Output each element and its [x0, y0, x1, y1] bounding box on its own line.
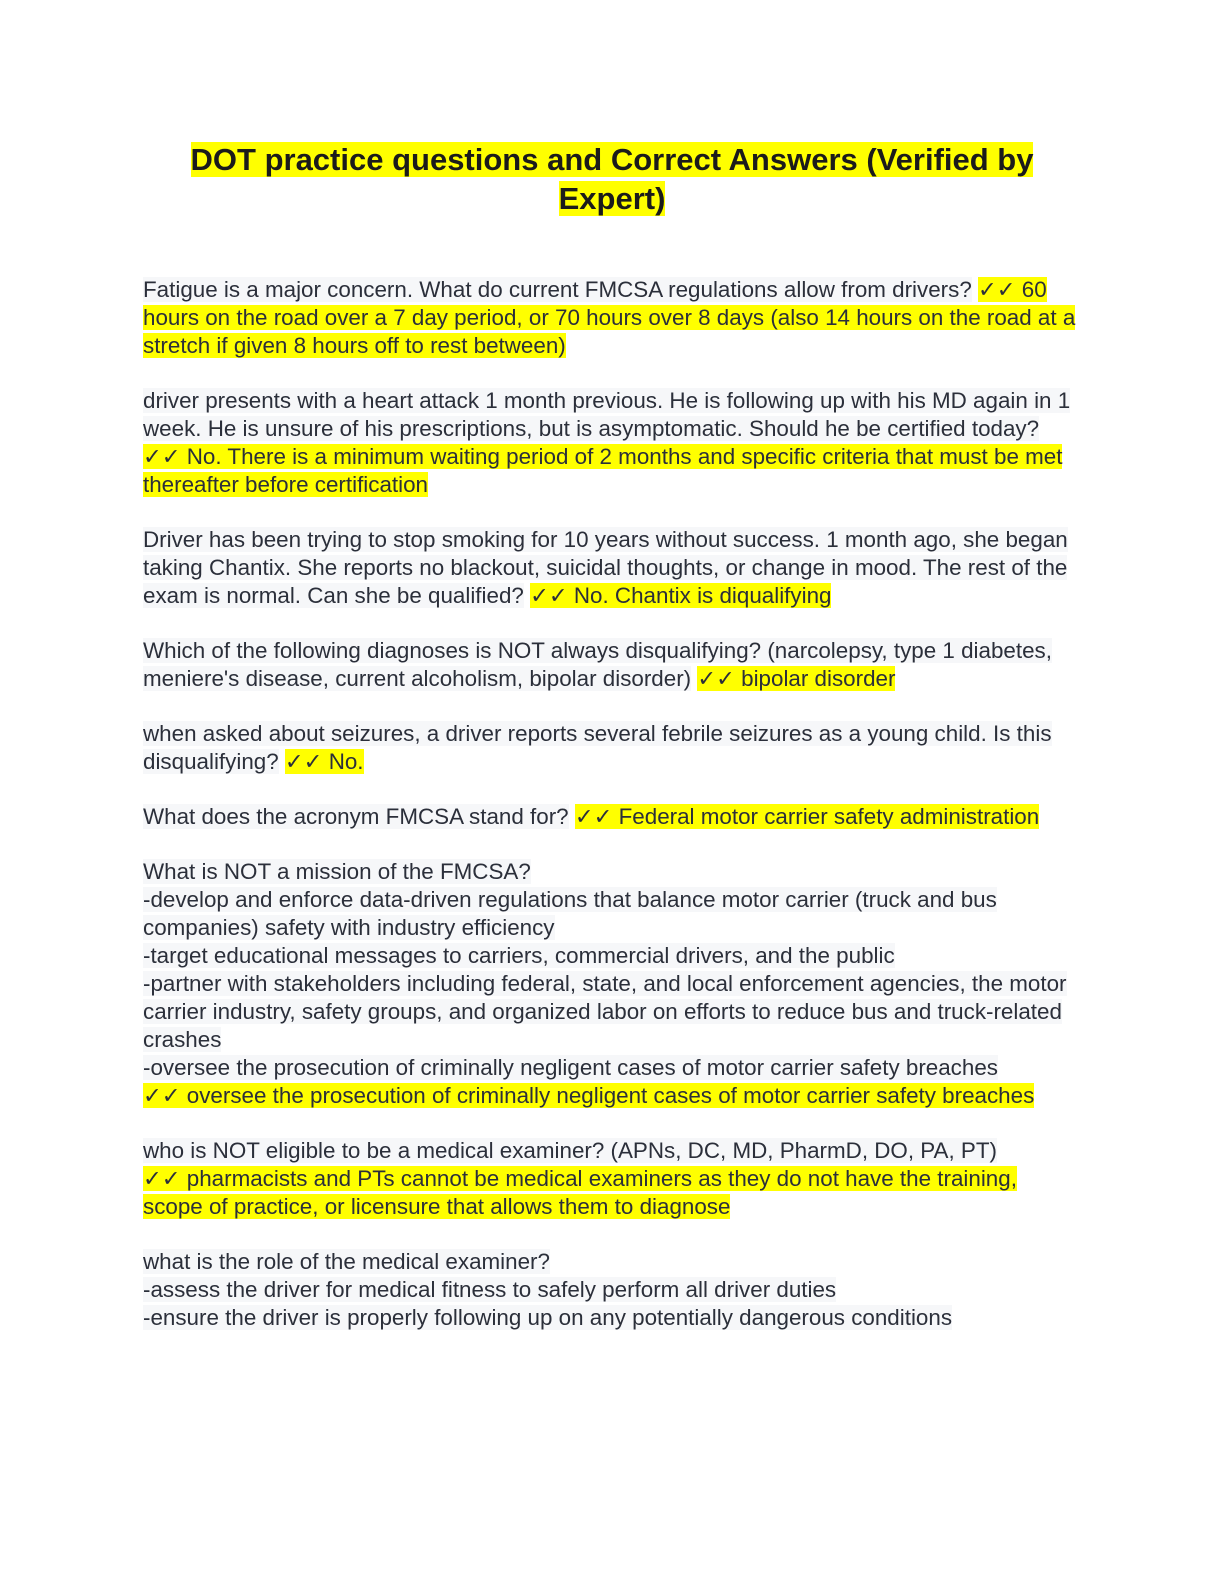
- qa-item: [143, 276, 1078, 360]
- answer-text: [697, 666, 895, 691]
- answer-content: Federal motor carrier safety administration: [618, 804, 1040, 829]
- check-mark-icon: ✓✓: [978, 277, 1016, 302]
- question-option: -partner with stakeholders including federal, state, and local enforcement agencies, the motor carrier industry, safety groups, and organized labor on efforts to reduce bus and truck-related crashes: [143, 971, 1067, 1052]
- question-text: driver presents with a heart attack 1 month previous. He is following up with his MD again in 1 week. He is unsure of his prescriptions, but is asymptomatic. Should he be certified today?: [143, 388, 1071, 441]
- check-mark-icon: ✓✓: [530, 583, 568, 608]
- answer-content: bipolar disorder: [741, 666, 896, 691]
- document-title: [150, 140, 1074, 218]
- question-text: Driver has been trying to stop smoking for 10 years without success. 1 month ago, she began taking Chantix. She reports no blackout, suicidal thoughts, or change in mood. The rest of the exam is normal. Can she be qualified?: [143, 527, 1068, 608]
- check-mark-icon: ✓✓: [574, 804, 613, 829]
- answer-text: [143, 444, 1062, 497]
- answer-text: [575, 804, 1039, 829]
- answer-content: oversee the prosecution of criminally negligent cases of motor carrier safety breaches: [186, 1083, 1035, 1108]
- check-mark-icon: ✓✓: [143, 1166, 181, 1191]
- qa-item: [143, 637, 1078, 693]
- question-line: [143, 1248, 1078, 1276]
- qa-item: [143, 1137, 1078, 1221]
- question-text: What does the acronym FMCSA stand for?: [143, 804, 569, 829]
- question-option: -develop and enforce data-driven regulations that balance motor carrier (truck and bus companies) safety with industry efficiency: [143, 887, 997, 940]
- question-text: Which of the following diagnoses is NOT always disqualifying? (narcolepsy, type 1 diabetes, meniere's disease, current alcoholism, bipolar disorder): [143, 638, 1052, 691]
- question-text: Fatigue is a major concern. What do current FMCSA regulations allow from drivers?: [143, 277, 972, 302]
- question-option: -ensure the driver is properly following up on any potentially dangerous conditions: [143, 1305, 953, 1330]
- qa-list: [143, 276, 1078, 1359]
- question-line: [143, 942, 1078, 970]
- answer-content: No.: [328, 749, 364, 774]
- question-line: [143, 858, 1078, 886]
- question-line: [143, 1137, 1078, 1165]
- question-line: [143, 970, 1078, 1054]
- answer-content: No. Chantix is diqualifying: [573, 583, 832, 608]
- check-mark-icon: ✓✓: [284, 749, 323, 774]
- question-text: when asked about seizures, a driver reports several febrile seizures as a young child. Is this disqualifying?: [143, 721, 1052, 774]
- question-line: [143, 1304, 1078, 1332]
- question-option: -target educational messages to carriers, commercial drivers, and the public: [143, 943, 895, 968]
- answer-text: [530, 583, 831, 608]
- question-text: What is NOT a mission of the FMCSA?: [143, 859, 531, 884]
- question-text: what is the role of the medical examiner?: [143, 1249, 550, 1274]
- answer-content: 60 hours on the road over a 7 day period, or 70 hours over 8 days (also 14 hours on the road at a stretch if given 8 hours off to rest between): [143, 277, 1076, 358]
- qa-item: [143, 803, 1078, 831]
- answer-content: pharmacists and PTs cannot be medical examiners as they do not have the training, scope of practice, or licensure that allows them to diagnose: [143, 1166, 1017, 1219]
- question-option: -oversee the prosecution of criminally negligent cases of motor carrier safety breaches: [143, 1055, 998, 1080]
- question-option: -assess the driver for medical fitness to safely perform all driver duties: [143, 1277, 837, 1302]
- question-text: who is NOT eligible to be a medical examiner? (APNs, DC, MD, PharmD, DO, PA, PT): [143, 1138, 998, 1163]
- document-title-text: DOT practice questions and Correct Answers (Verified by Expert): [190, 142, 1034, 216]
- qa-item: [143, 1248, 1078, 1332]
- check-mark-icon: ✓✓: [697, 666, 735, 691]
- qa-item: [143, 720, 1078, 776]
- question-line: [143, 1276, 1078, 1304]
- answer-text: [143, 1083, 1034, 1108]
- qa-item: [143, 387, 1078, 499]
- check-mark-icon: ✓✓: [143, 1083, 181, 1108]
- check-mark-icon: ✓✓: [143, 444, 181, 469]
- question-line: [143, 1054, 1078, 1082]
- answer-text: [143, 1166, 1017, 1219]
- answer-content: No. There is a minimum waiting period of 2 months and specific criteria that must be met thereafter before certification: [143, 444, 1063, 497]
- question-line: [143, 886, 1078, 942]
- answer-text: [285, 749, 364, 774]
- qa-item: [143, 858, 1078, 1110]
- qa-item: [143, 526, 1078, 610]
